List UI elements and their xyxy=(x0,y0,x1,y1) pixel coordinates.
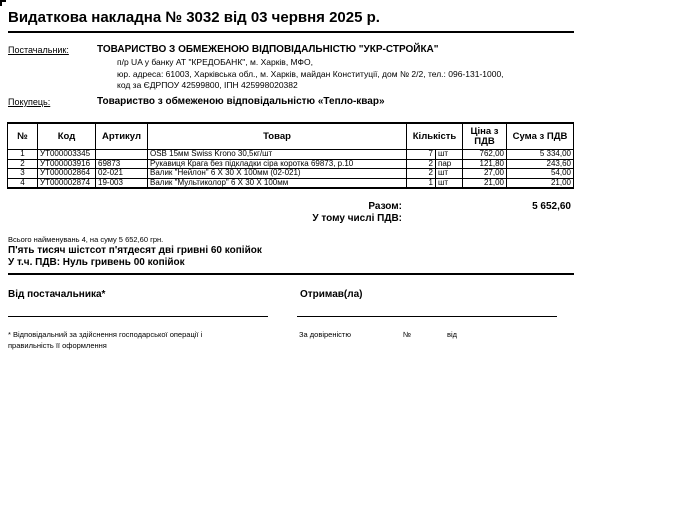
table-header-row xyxy=(8,123,574,150)
supplier-signature-line xyxy=(8,316,268,317)
row-article: 19-003 xyxy=(96,178,148,188)
header-sum: Сума з ПДВ xyxy=(507,123,574,150)
footnote-line-2: правильність її оформлення xyxy=(8,341,107,350)
row-item: Валик "Нейлон" 6 Х 30 Х 100мм (02-021) xyxy=(148,169,407,179)
row-code: УТ000003916 xyxy=(38,159,96,169)
row-sum: 21,00 xyxy=(507,178,574,188)
row-article: 69873 xyxy=(96,159,148,169)
row-qty: 2 xyxy=(407,169,436,178)
proxy-number-label: № xyxy=(403,330,412,339)
proxy-date-label: від xyxy=(447,330,458,339)
row-qty-cell xyxy=(407,178,463,188)
received-label: Отримав(ла) xyxy=(300,289,363,300)
supplier-bank: п/р UA у банку АТ "КРЕДОБАНК", м. Харків, МФО, xyxy=(117,57,313,67)
row-unit: пар xyxy=(438,159,452,168)
row-price: 762,00 xyxy=(463,150,507,160)
table-row xyxy=(8,178,574,188)
row-code: УТ000002874 xyxy=(38,178,96,188)
header-article: Артикул xyxy=(96,123,148,150)
row-unit: шт xyxy=(438,149,449,158)
row-unit: шт xyxy=(438,178,449,187)
row-item: Рукавиця Крага без підкладки сіра коротка 69873, р.10 xyxy=(148,159,407,169)
from-supplier-label: Від постачальника* xyxy=(8,289,106,300)
row-sum: 5 334,00 xyxy=(507,150,574,160)
vat-in-words: У т.ч. ПДВ: Нуль гривень 00 копійок xyxy=(8,257,185,268)
row-price: 21,00 xyxy=(463,178,507,188)
row-num: 1 xyxy=(8,150,38,160)
row-item: Валик "Мультиколор" 6 Х 30 Х 100мм xyxy=(148,178,407,188)
header-code: Код xyxy=(38,123,96,150)
goods-table xyxy=(7,122,574,189)
supplier-label: Постачальник: xyxy=(8,45,69,55)
table-row xyxy=(8,159,574,169)
row-sum: 243,60 xyxy=(507,159,574,169)
supplier-name: ТОВАРИСТВО З ОБМЕЖЕНОЮ ВІДПОВІДАЛЬНІСТЮ "УКР-СТРОЙКА" xyxy=(97,44,439,55)
row-item: OSB 15мм Swiss Krono 30,5кг/шт xyxy=(148,150,407,160)
row-qty-cell xyxy=(407,159,463,169)
row-num: 2 xyxy=(8,159,38,169)
header-item: Товар xyxy=(148,123,407,150)
receiver-signature-line xyxy=(297,316,557,317)
row-qty-cell xyxy=(407,150,463,160)
buyer-label: Покупець: xyxy=(8,97,51,107)
supplier-codes: код за ЄДРПОУ 42599800, ІПН 425998020382 xyxy=(117,80,298,90)
vat-label: У тому числі ПДВ: xyxy=(312,213,402,224)
row-qty: 1 xyxy=(407,179,436,188)
items-count-line: Всього найменувань 4, на суму 5 652,60 грн. xyxy=(8,235,164,244)
document-title: Видаткова накладна № 3032 від 03 червня 2025 р. xyxy=(8,9,380,26)
amount-in-words: П'ять тисяч шістсот п'ятдесят дві гривні 60 копійок xyxy=(8,245,262,256)
page-corner-mark xyxy=(0,0,6,6)
header-num: № xyxy=(8,123,38,150)
footnote-line-1: * Відповідальний за здійснення господарської операції і xyxy=(8,330,203,339)
row-num: 3 xyxy=(8,169,38,179)
row-article xyxy=(96,150,148,160)
row-qty-cell xyxy=(407,169,463,179)
total-label: Разом: xyxy=(368,201,402,212)
row-price: 27,00 xyxy=(463,169,507,179)
supplier-address: юр. адреса: 61003, Харківська обл., м. Харків, майдан Конституції, дом № 2/2, тел.: 096-131-1000, xyxy=(117,69,504,79)
buyer-name: Товариство з обмеженою відповідальністю «Тепло-квар» xyxy=(97,96,385,107)
row-price: 121,80 xyxy=(463,159,507,169)
header-price: Ціна з ПДВ xyxy=(463,123,507,150)
row-num: 4 xyxy=(8,178,38,188)
row-qty: 7 xyxy=(407,150,436,159)
row-code: УТ000002864 xyxy=(38,169,96,179)
title-underline xyxy=(8,31,574,33)
row-unit: шт xyxy=(438,168,449,177)
table-row xyxy=(8,169,574,179)
row-code: УТ000003345 xyxy=(38,150,96,160)
row-sum: 54,00 xyxy=(507,169,574,179)
proxy-label: За довіреністю xyxy=(299,330,351,339)
row-qty: 2 xyxy=(407,160,436,169)
total-value: 5 652,60 xyxy=(532,201,571,212)
table-row xyxy=(8,150,574,160)
row-article: 02-021 xyxy=(96,169,148,179)
summary-divider xyxy=(8,273,574,275)
header-qty: Кількість xyxy=(407,123,463,150)
